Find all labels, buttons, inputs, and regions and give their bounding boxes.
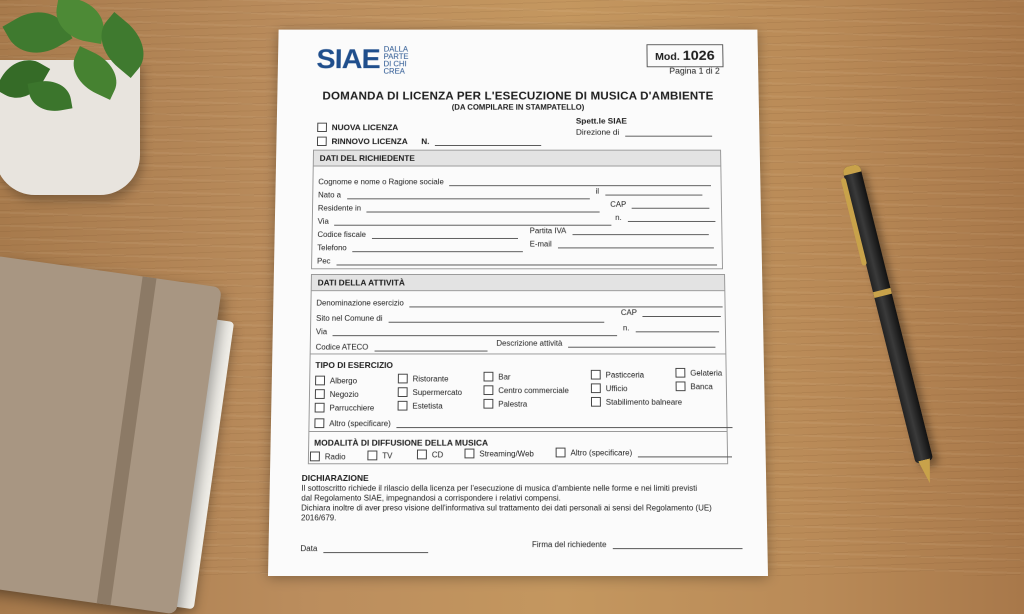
- attivita-numero-input[interactable]: [635, 324, 718, 333]
- direzione-label: Direzione di: [575, 127, 620, 137]
- tipo-option[interactable]: [483, 385, 568, 395]
- nato-label: Nato a: [318, 190, 342, 200]
- il-field[interactable]: [596, 187, 702, 195]
- email-field[interactable]: [530, 240, 714, 249]
- cap-label: CAP: [610, 200, 627, 209]
- tipo-option-label: Banca: [690, 381, 713, 391]
- pen-band: [873, 288, 892, 298]
- checkbox[interactable]: [483, 399, 493, 409]
- attivita-numero-label: n.: [622, 323, 630, 333]
- data-label: Data: [300, 544, 318, 554]
- residente-label: Residente in: [317, 204, 362, 213]
- checkbox[interactable]: [317, 137, 327, 146]
- mod-number: 1026: [682, 47, 715, 64]
- numero-label: n.: [615, 213, 622, 222]
- tipo-option[interactable]: [591, 370, 644, 380]
- tipo-option[interactable]: [315, 403, 375, 413]
- checkbox[interactable]: [398, 374, 408, 384]
- firma-label: Firma del richiedente: [531, 540, 607, 550]
- dichiarazione-heading: DICHIARAZIONE: [301, 473, 369, 483]
- tipo-option[interactable]: [398, 374, 449, 384]
- codice-fiscale-field[interactable]: [317, 230, 517, 239]
- tipo-option[interactable]: [315, 389, 359, 399]
- attivita-numero-field[interactable]: [623, 324, 719, 333]
- residente-input[interactable]: [367, 204, 600, 212]
- checkbox[interactable]: [676, 381, 686, 391]
- via-field[interactable]: [318, 217, 612, 225]
- numero-field[interactable]: [615, 213, 715, 221]
- modalita-option-label: Radio: [324, 452, 346, 461]
- checkbox[interactable]: [315, 389, 325, 399]
- tipo-altro-option[interactable]: [314, 418, 732, 428]
- residente-field[interactable]: [318, 204, 600, 212]
- firma-field[interactable]: [532, 540, 742, 549]
- checkbox[interactable]: [315, 376, 325, 386]
- dichiarazione-line: Il sottoscritto richiede il rilascio della licenza per l'esecuzione di musica d'ambiente nelle forme e nei limiti previsti: [301, 483, 698, 493]
- data-field[interactable]: [300, 544, 428, 553]
- cognome-field[interactable]: [318, 178, 711, 186]
- form-title: DOMANDA DI LICENZA PER L'ESECUZIONE DI MUSICA D'AMBIENTE: [322, 89, 714, 103]
- tipo-option-label: Supermercato: [412, 387, 463, 397]
- denominazione-label: Denominazione esercizio: [316, 298, 404, 308]
- tipo-option[interactable]: [484, 372, 511, 382]
- partita-iva-label: Partita IVA: [529, 226, 567, 236]
- checkbox[interactable]: [314, 418, 324, 428]
- license-form: [268, 30, 768, 576]
- tipo-option-label: Ristorante: [412, 374, 449, 383]
- tipo-option[interactable]: [676, 381, 713, 391]
- checkbox[interactable]: [398, 401, 408, 411]
- dichiarazione-line: Dichiara inoltre di aver preso visione dell'informativa sul trattamento dei dati personali ai sensi del Regolamento (UE) 2016/679.: [300, 503, 712, 523]
- checkbox[interactable]: [484, 372, 494, 382]
- descrizione-field[interactable]: [496, 339, 715, 348]
- pec-field[interactable]: [317, 257, 717, 266]
- modalita-altro-input[interactable]: [638, 448, 732, 457]
- firma-input[interactable]: [612, 540, 742, 549]
- pec-input[interactable]: [336, 257, 717, 266]
- tipo-option[interactable]: [591, 383, 628, 393]
- modalita-option[interactable]: [556, 448, 733, 458]
- tipo-option[interactable]: [398, 387, 462, 397]
- nuova-licenza-label: NUOVA LICENZA: [331, 122, 399, 132]
- attivita-heading: DATI DELLA ATTIVITÀ: [312, 275, 725, 291]
- divider: [308, 431, 727, 432]
- checkbox[interactable]: [483, 385, 493, 395]
- dichiarazione: [301, 473, 749, 523]
- attivita-cap-label: CAP: [620, 308, 638, 317]
- page-indicator: Pagina 1 di 2: [669, 66, 720, 76]
- descrizione-input[interactable]: [568, 339, 715, 348]
- tipo-option[interactable]: [483, 399, 527, 409]
- nuova-licenza-option[interactable]: [317, 123, 398, 132]
- modalita-heading: MODALITÀ DI DIFFUSIONE DELLA MUSICA: [314, 437, 489, 448]
- checkbox[interactable]: [675, 368, 685, 378]
- modalita-option[interactable]: [367, 451, 392, 461]
- sito-field[interactable]: [316, 314, 604, 323]
- descrizione-label: Descrizione attività: [496, 339, 563, 348]
- direzione-input[interactable]: [625, 128, 712, 136]
- telefono-input[interactable]: [353, 244, 524, 253]
- checkbox[interactable]: [315, 403, 325, 413]
- tipo-option-label: Parrucchiere: [329, 403, 375, 413]
- rinnovo-n-label: N.: [421, 136, 430, 146]
- checkbox[interactable]: [464, 449, 474, 459]
- modalita-option-label: CD: [431, 450, 444, 459]
- cognome-input[interactable]: [450, 178, 712, 186]
- telefono-label: Telefono: [317, 243, 347, 253]
- via-label: Via: [317, 217, 329, 226]
- tipo-option-label: Palestra: [498, 399, 528, 409]
- cap-input[interactable]: [632, 200, 710, 208]
- ateco-input[interactable]: [374, 343, 487, 352]
- checkbox[interactable]: [591, 383, 601, 393]
- nato-input[interactable]: [347, 191, 590, 199]
- richiedente-heading: DATI DEL RICHIEDENTE: [314, 151, 721, 167]
- rinnovo-number-field[interactable]: [435, 137, 541, 145]
- modalita-option[interactable]: [310, 452, 346, 462]
- attivita-via-field[interactable]: [316, 328, 618, 337]
- divider: [310, 353, 727, 354]
- siae-logo: [316, 46, 412, 75]
- tipo-option-label: Albergo: [329, 376, 358, 385]
- checkbox[interactable]: [591, 370, 601, 380]
- tipo-heading: TIPO DI ESERCIZIO: [315, 360, 394, 370]
- sito-input[interactable]: [388, 314, 604, 323]
- tipo-option-label: Stabilimento balneare: [605, 397, 683, 407]
- numero-input[interactable]: [627, 213, 715, 221]
- il-label: il: [595, 187, 600, 196]
- sito-label: Sito nel Comune di: [316, 314, 383, 323]
- telefono-field[interactable]: [317, 244, 523, 253]
- mod-label: Mod.: [655, 51, 680, 63]
- pec-label: Pec: [316, 256, 331, 266]
- mod-box: [646, 44, 723, 67]
- checkbox[interactable]: [317, 123, 327, 132]
- denominazione-input[interactable]: [410, 299, 723, 308]
- tipo-option[interactable]: [675, 368, 722, 378]
- modalita-option-label: Altro (specificare): [570, 448, 633, 457]
- tipo-option-label: Pasticceria: [605, 370, 645, 380]
- checkbox[interactable]: [417, 450, 427, 460]
- attivita-cap-input[interactable]: [643, 308, 721, 317]
- tipo-option-label: Gelateria: [690, 368, 723, 378]
- partita-iva-field[interactable]: [530, 227, 709, 236]
- checkbox[interactable]: [556, 448, 566, 458]
- codice-fiscale-input[interactable]: [372, 230, 518, 239]
- form-subtitle: (DA COMPILARE IN STAMPATELLO): [451, 103, 585, 112]
- data-input[interactable]: [323, 544, 428, 553]
- partita-iva-input[interactable]: [572, 227, 708, 236]
- via-input[interactable]: [335, 217, 612, 225]
- email-label: E-mail: [529, 239, 552, 249]
- checkbox[interactable]: [310, 452, 320, 462]
- cap-field[interactable]: [610, 200, 710, 208]
- rinnovo-licenza-label: RINNOVO LICENZA: [331, 136, 408, 146]
- codice-fiscale-label: Codice fiscale: [317, 230, 367, 239]
- denominazione-field[interactable]: [316, 299, 723, 308]
- tipo-altro-label: Altro (specificare): [329, 418, 391, 428]
- logo-tagline: DALLA PARTE DI CHI CREA: [383, 45, 409, 76]
- modalita-option-label: TV: [382, 451, 393, 460]
- tipo-option-label: Centro commerciale: [498, 385, 569, 395]
- tipo-option-label: Estetista: [412, 401, 443, 411]
- modalita-option[interactable]: [417, 450, 443, 460]
- rinnovo-licenza-option[interactable]: [317, 137, 542, 146]
- attivita-cap-field[interactable]: [621, 308, 721, 317]
- modalita-option[interactable]: [464, 449, 533, 459]
- notebook-strap: [97, 276, 157, 605]
- tipo-altro-input[interactable]: [397, 419, 733, 428]
- attivita-via-label: Via: [315, 327, 328, 337]
- tipo-option[interactable]: [315, 376, 357, 386]
- ateco-label: Codice ATECO: [315, 342, 369, 352]
- checkbox[interactable]: [591, 397, 601, 407]
- tipo-option-label: Ufficio: [605, 383, 628, 393]
- tipo-option-label: Bar: [498, 372, 511, 381]
- direzione-field[interactable]: [576, 127, 712, 136]
- checkbox[interactable]: [398, 387, 408, 397]
- logo-text: SIAE: [316, 44, 380, 75]
- spett-label: Spett.le SIAE: [575, 116, 627, 126]
- dichiarazione-line: dal Regolamento SIAE, impegnandosi a corrispondere i relativi compensi.: [301, 493, 561, 503]
- tipo-option-label: Negozio: [329, 389, 359, 399]
- checkbox[interactable]: [367, 451, 377, 461]
- tipo-option[interactable]: [398, 401, 443, 411]
- ateco-field[interactable]: [316, 343, 488, 352]
- il-input[interactable]: [605, 187, 702, 195]
- cognome-label: Cognome e nome o Ragione sociale: [318, 177, 444, 187]
- attivita-via-input[interactable]: [333, 328, 618, 337]
- nato-field[interactable]: [318, 191, 589, 199]
- tipo-option[interactable]: [591, 397, 682, 407]
- modalita-option-label: Streaming/Web: [479, 449, 534, 458]
- email-input[interactable]: [558, 240, 714, 249]
